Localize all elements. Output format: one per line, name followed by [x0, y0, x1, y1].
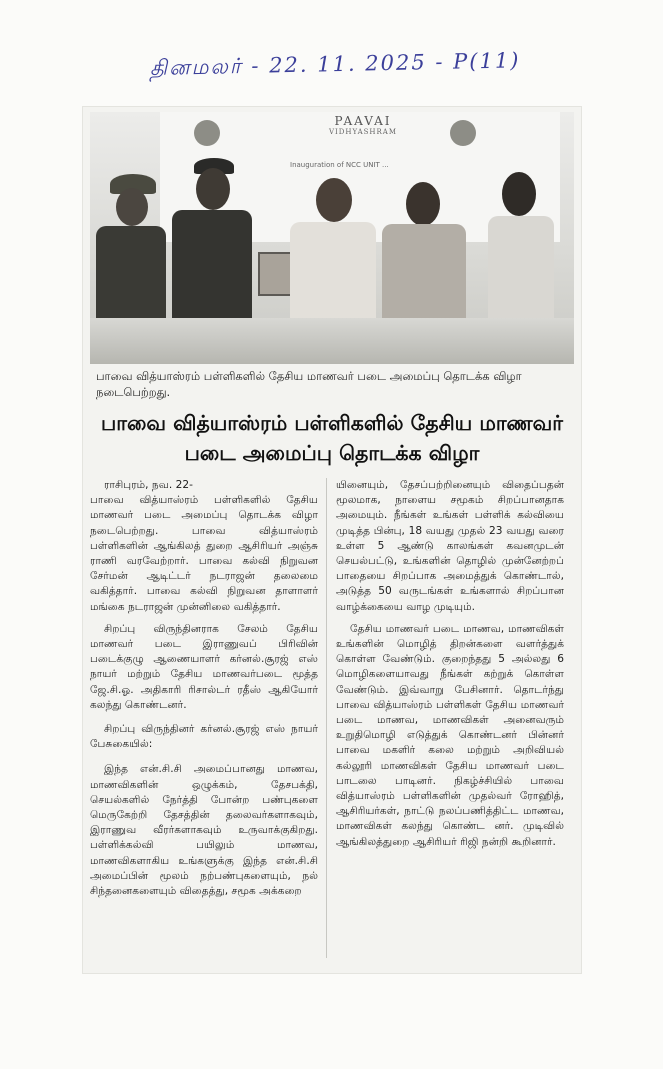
crest-icon — [450, 120, 476, 146]
paragraph: இந்த என்.சி.சி அமைப்பானது மாணவ, மாணவிகளின் ஒழுக்கம், தேசபக்தி, செயல்களில் நேர்த்தி போன்ற பண்புகளை மெருகேற்றி தேசத்தின் தலைவர்களாகவும், இராணுவ வீரர்களாகவும் உருவாக்குகிறது. பள்ளிக்கல்வி பயிலும் மாணவ, மாணவிகளாகிய உங்களுக்கு இந்த என்.சி.சி அமைப்பின் மூலம் நற்பண்புகளையும், நல் சிந்தனைகளையும் விதைத்து, சமூக அக்கறை — [90, 763, 318, 898]
paragraph: ராசிபுரம், நவ. 22- பாவை வித்யாஸ்ரம் பள்ளிகளில் தேசிய மாணவர் படை அமைப்பு தொடக்க விழா நடைபெற்றது. பாவை வித்யாஸ்ரம் பள்ளிகளின் ஆங்கிலத் துறை ஆசிரியர் அஞ்சு ராணி வரவேற்றார். பாவை கல்வி நிறுவன சேர்மன் ஆடிட்டர் நடராஜன் தலைமை வகித்தார். பாவை கல்வி நிறுவன தாளாளர் மங்கை நடராஜன் முன்னிலை வகித்தார். — [90, 479, 318, 613]
article-column-left — [90, 478, 318, 906]
handwritten-date-note: தினமலர் - 22. 11. 2025 - P(11) — [149, 48, 521, 80]
article-headline: பாவை வித்யாஸ்ரம் பள்ளிகளில் தேசிய மாணவர் படை அமைப்பு தொடக்க விழா — [101, 411, 563, 465]
column-divider — [326, 478, 327, 958]
speaker-line: சிறப்பு விருந்தினர் கர்னல்.சூரஜ் எஸ் நாயர் பேசுகையில்: — [90, 723, 318, 751]
photo-caption: பாவை வித்யாஸ்ரம் பள்ளிகளில் தேசிய மாணவர் படை அமைப்பு தொடக்க விழா நடைபெற்றது. — [96, 369, 522, 399]
memento-plaque — [258, 252, 292, 296]
article-column-right — [336, 478, 564, 857]
paragraph: சிறப்பு விருந்தினராக சேலம் தேசிய மாணவர் படை இராணுவப் பிரிவின் படைக்குழு ஆணையாளர் கர்னல்.சூரஜ் எஸ் நாயர் மற்றும் தேசிய மாணவர்படை மூத்த ஜே.சி.ஓ. அதிகாரி ரிசால்டர் ரதீஸ் ஆகியோர் கலந்து கொண்டனர். — [90, 622, 318, 711]
paragraph: தேசிய மாணவர் படை மாணவ, மாணவிகள் உங்களின் மொழித் திறன்களை வளர்த்துக் கொள்ள வேண்டும். குறைந்தது 5 அல்லது 6 மொழிகளையாவது நீங்கள் கற்றுக் கொள்ள வேண்டும். இவ்வாறு பேசினார். தொடர்ந்து பாவை வித்யாஸ்ரம் பள்ளிகள் தேசிய மாணவர் படை மாணவ, மாணவிகள் அனைவரும் உறுதிமொழி எடுத்துக் கொண்டனர் பின்னர் பாவை மகளிர் கலை மற்றும் அறிவியல் கல்லூரி மாணவிகள் தேசிய மாணவர் படை பாடலை பாடினர். நிகழ்ச்சியில் பாவை வித்யாஸ்ரம் பள்ளிகளின் முதல்வர் ரோஹித், ஆசிரியர்கள், நாட்டு நலப்பணித்திட்ட மாணவ, மாணவிகள் கலந்து கொண்ட னர். முடிவில் ஆங்கிலத்துறை ஆசிரியர் ரிஜி நன்றி கூறினார். — [336, 622, 564, 848]
stage-table — [90, 318, 574, 364]
event-photo — [90, 112, 574, 364]
newspaper-clipping — [82, 106, 582, 974]
school-logo: PAAVAI VIDHYASHRAM — [328, 114, 398, 136]
ncc-emblem-icon — [194, 120, 220, 146]
banner-caption: Inauguration of NCC UNIT ... — [290, 161, 389, 169]
paragraph: யினையும், தேசப்பற்றினையும் விதைப்பதன் மூலமாக, நாளைய சமூகம் சிறப்பானதாக அமையும். நீங்கள் உங்கள் பள்ளிக் கல்வியை முடித்த பின்பு, 18 வயது முதல் 23 வயது வரை உள்ள 5 ஆண்டு காலங்கள் கவனமுடன் செயல்பட்டு, உங்களின் தொழில் முன்னேற்றப் பாதையை சிறப்பாக அமைத்துக் கொண்டால், அடுத்த 50 வருடங்கள் உங்களால் சிறப்பான வாழ்க்கையை வாழ முடியும். — [336, 479, 564, 613]
